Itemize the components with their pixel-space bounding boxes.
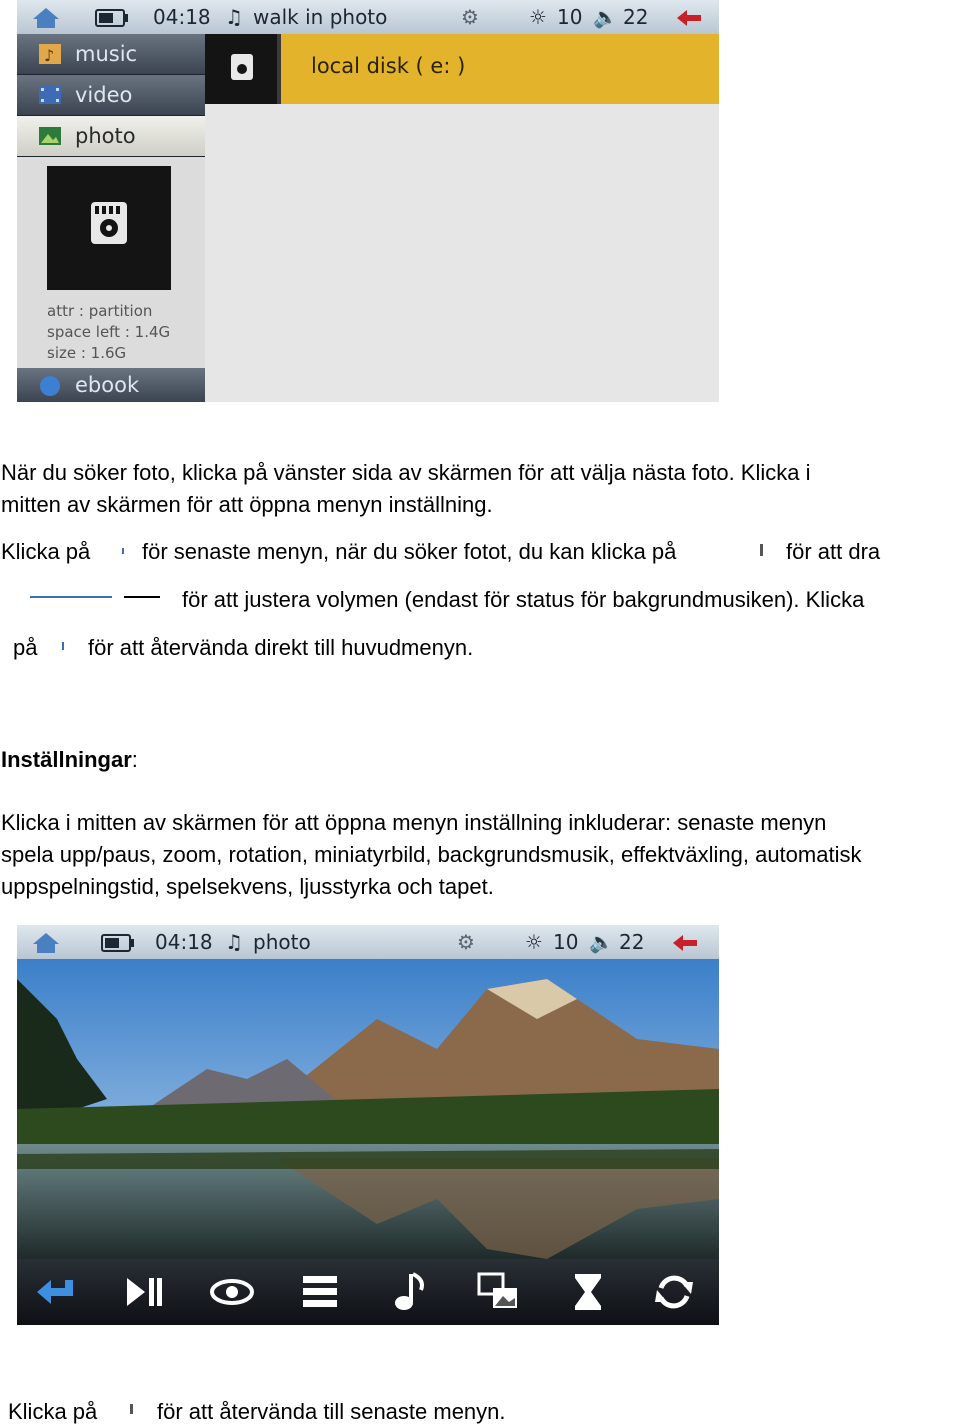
- file-browser-screenshot: [17, 0, 719, 402]
- home-icon[interactable]: [31, 931, 61, 955]
- sidebar-item-video[interactable]: video: [17, 75, 205, 116]
- svg-text:♪: ♪: [44, 46, 55, 65]
- status-bar: [17, 0, 719, 34]
- settings-toolbar: [17, 1259, 719, 1325]
- volume-level: 22: [619, 930, 645, 954]
- clock: 04:18: [155, 930, 213, 954]
- now-playing: walk in photo: [253, 5, 388, 29]
- photo-icon: [37, 124, 63, 148]
- paragraph-5-line-2: spela upp/paus, zoom, rotation, miniatyrbild, backgrundsmusik, effektväxling, automatisk: [1, 842, 862, 867]
- paragraph-5-line-3: uppspelningstid, spelsekvens, ljusstyrka och tapet.: [1, 874, 494, 899]
- sidebar-item-photo[interactable]: photo: [17, 116, 205, 157]
- brightness-icon[interactable]: ☼: [529, 5, 547, 29]
- landscape-photo[interactable]: [17, 959, 719, 1259]
- photo-viewer-screenshot: [17, 925, 719, 1325]
- volume-icon[interactable]: 🔈: [593, 5, 618, 29]
- gear-icon[interactable]: ⚙: [461, 5, 479, 29]
- divider: [277, 34, 281, 104]
- drive-label: local disk ( e: ): [311, 54, 466, 78]
- brightness-level: 10: [553, 930, 579, 954]
- gear-icon[interactable]: ⚙: [457, 930, 475, 954]
- music-icon: [37, 42, 63, 66]
- paragraph-3: för att justera volymen (endast för status för bakgrundmusiken). Klicka: [182, 587, 865, 612]
- volume-level: 22: [623, 5, 649, 29]
- sidebar: [17, 34, 205, 402]
- home-icon[interactable]: [31, 6, 61, 30]
- volume-slider-track: [30, 596, 112, 598]
- list-icon[interactable]: [297, 1270, 343, 1314]
- now-playing: photo: [253, 930, 311, 954]
- battery-icon: [101, 934, 135, 952]
- rotate-icon[interactable]: [651, 1270, 697, 1314]
- paragraph-6-part-2: för att återvända till senaste menyn.: [157, 1399, 506, 1424]
- brightness-icon[interactable]: ☼: [525, 930, 543, 954]
- selected-drive-preview: [47, 166, 171, 290]
- music-note-icon: ♫: [225, 930, 243, 954]
- sidebar-item-music[interactable]: ♪ music: [17, 34, 205, 75]
- paragraph-2-part-3: för att dra: [786, 539, 881, 564]
- home-icon: [62, 642, 64, 650]
- return-icon[interactable]: [673, 6, 705, 30]
- paragraph-1-line-1: När du söker foto, klicka på vänster sida av skärmen för att välja nästa foto. Klicka i: [1, 460, 811, 485]
- ebook-icon: [37, 374, 63, 398]
- drive-size: size : 1.6G: [47, 344, 127, 362]
- drive-attr: attr : partition: [47, 302, 153, 320]
- back-icon[interactable]: [33, 1270, 79, 1314]
- hourglass-icon[interactable]: [565, 1270, 611, 1314]
- paragraph-1-line-2: mitten av skärmen för att öppna menyn inställning.: [1, 492, 493, 517]
- status-bar: [17, 925, 719, 959]
- recent-menu-icon: [122, 548, 124, 554]
- sd-card-icon: [47, 166, 171, 290]
- drive-row-selected[interactable]: [205, 34, 719, 104]
- clock: 04:18: [153, 5, 211, 29]
- brightness-level: 10: [557, 5, 583, 29]
- return-icon[interactable]: [669, 931, 701, 955]
- paragraph-4-part-1: på: [13, 635, 38, 660]
- paragraph-5-line-1: Klicka i mitten av skärmen för att öppna menyn inställning inkluderar: senaste menyn: [1, 810, 827, 835]
- volume-slider-rest: [124, 596, 160, 598]
- sidebar-item-ebook[interactable]: ebook: [17, 368, 205, 402]
- music-note-icon: ♫: [225, 5, 243, 29]
- music-note-icon[interactable]: [385, 1270, 431, 1314]
- settings-heading: Inställningar:: [1, 747, 138, 772]
- sd-card-icon: [205, 34, 279, 104]
- play-pause-icon[interactable]: [121, 1270, 167, 1314]
- back-icon: [130, 1404, 133, 1414]
- drag-icon: [760, 544, 763, 556]
- paragraph-4-part-2: för att återvända direkt till huvudmenyn.: [88, 635, 474, 660]
- drive-space-left: space left : 1.4G: [47, 323, 171, 341]
- battery-icon: [95, 9, 129, 27]
- paragraph-2-part-1: Klicka på: [1, 539, 91, 564]
- paragraph-2-part-2: för senaste menyn, när du söker fotot, du kan klicka på: [142, 539, 677, 564]
- paragraph-6-part-1: Klicka på: [8, 1399, 98, 1424]
- film-icon: [37, 83, 63, 107]
- thumbnail-icon[interactable]: [475, 1270, 521, 1314]
- eye-icon[interactable]: [209, 1270, 255, 1314]
- drive-icon-box: [205, 34, 279, 104]
- volume-icon[interactable]: 🔈: [589, 930, 614, 954]
